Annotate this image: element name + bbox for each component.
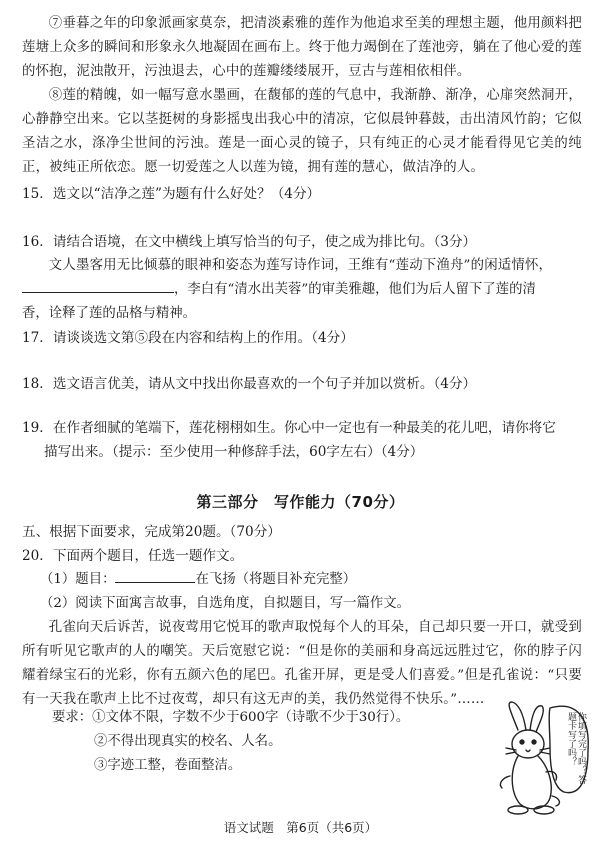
fill-in-blank[interactable] [22, 278, 174, 293]
option-2: （2）阅读下面寓言故事，自选角度，自拟题目，写一篇作文。 [40, 596, 411, 611]
section-title: 第三部分 写作能力（70分） [196, 493, 405, 511]
passage-paragraph-7: ⑦垂暮之年的印象派画家莫奈，把清淡素雅的莲作为他追求至美的理想主题，他用颜料把莲塘上众多的瞬间和形象永久地凝固在画布上。终于他力竭倒在了莲池旁，躺在了他心爱的莲的怀抱，泥浊散开，污浊退去，心中的莲瓣缕缕展开，豆古与莲相依相伴。 [22, 16, 582, 79]
section-five-instructions: 五、根据下面要求，完成第20题。（70分） [22, 524, 281, 540]
question-18: 18．选文语言优美，请从文中找出你最喜欢的一个句子并加以赏析。（4分） [22, 376, 477, 392]
passage-paragraph-8: ⑧莲的精魄，如一幅写意水墨画，在馥郁的莲的气息中，我渐静、渐净，心扉突然洞开，心静静空出来。它以茎挺树的身影摇曳出我心中的清凉，它似晨钟暮鼓，击出清风竹韵；它似圣洁之水，涤净尘世间的污浊。莲是一面心灵的镜子，只有纯正的心灵才能看得见它美的纯正，被纯正所依恋。愿一切爱莲之人以莲为镜，拥有莲的慧心，做洁净的人。 [22, 88, 582, 175]
requirements-label: 要求： [52, 710, 93, 725]
fable-story: 孔雀向天后诉苦，说夜莺用它悦耳的歌声取悦每个人的耳朵，自己却只要一开口，就受到所有听见它歌声的人的嘲笑。天后宽慰它说：“但是你的美丽和身高远远胜过它，你的脖子闪耀着绿宝石的光彩，你有五颜六色的尾巴。孔雀开屏，更是受人们喜爱。”但是孔雀说：“只要有一天我在歌声上比不过夜莺，却只有这无声的美，我仍然觉得不快乐。”…… [22, 620, 582, 707]
option-1 [40, 568, 356, 592]
question-20: 20．下面两个题目，任选一题作文。 [22, 548, 244, 564]
requirements-line-1 [52, 706, 409, 730]
question-15: 15．选文以“洁净之莲”为题有什么好处？（4分） [22, 186, 321, 202]
option-1-label: （1）题目： [40, 572, 116, 587]
question-16-context-after-blank: ，李白有“清水出芙蓉”的审美雅趣，他们为后人留下了莲的清 [174, 282, 536, 297]
page-footer: 语文试题 第6页（共6页） [223, 820, 378, 835]
option-1-rest: 在飞扬（将题目补充完整） [195, 572, 357, 587]
question-16-context-line-2 [22, 278, 582, 302]
requirement-1: ①文体不限，字数不少于600字（诗歌不少于30行）。 [92, 710, 410, 725]
question-16-context-line-1: 文人墨客用无比倾慕的眼神和姿态为莲写诗作词，王维有“莲动下渔舟”的闲适情怀， [48, 258, 553, 273]
question-16-context-line-3: 香，诠释了莲的品格与精神。 [22, 306, 197, 321]
cartoon-speech-text: 你填写完了吗？答题卡写了吗？ [566, 712, 586, 784]
title-blank[interactable] [115, 568, 195, 583]
requirement-2: ②不得出现真实的校名、人名。 [94, 734, 282, 749]
requirement-3: ③字迹工整，卷面整洁。 [94, 758, 242, 773]
question-16: 16．请结合语境，在文中横线上填写恰当的句子，使之成为排比句。（3分） [22, 234, 477, 250]
question-17: 17．请谈谈选文第⑤段在内容和结构上的作用。（4分） [22, 330, 354, 346]
question-19-line-2: 描写出来。（提示：至少使用一种修辞手法，60字左右）（4分） [44, 444, 424, 460]
question-19-line-1: 19．在作者细腻的笔端下，莲花栩栩如生。你心中一定也有一种最美的花儿吧，请你将它 [22, 420, 556, 436]
